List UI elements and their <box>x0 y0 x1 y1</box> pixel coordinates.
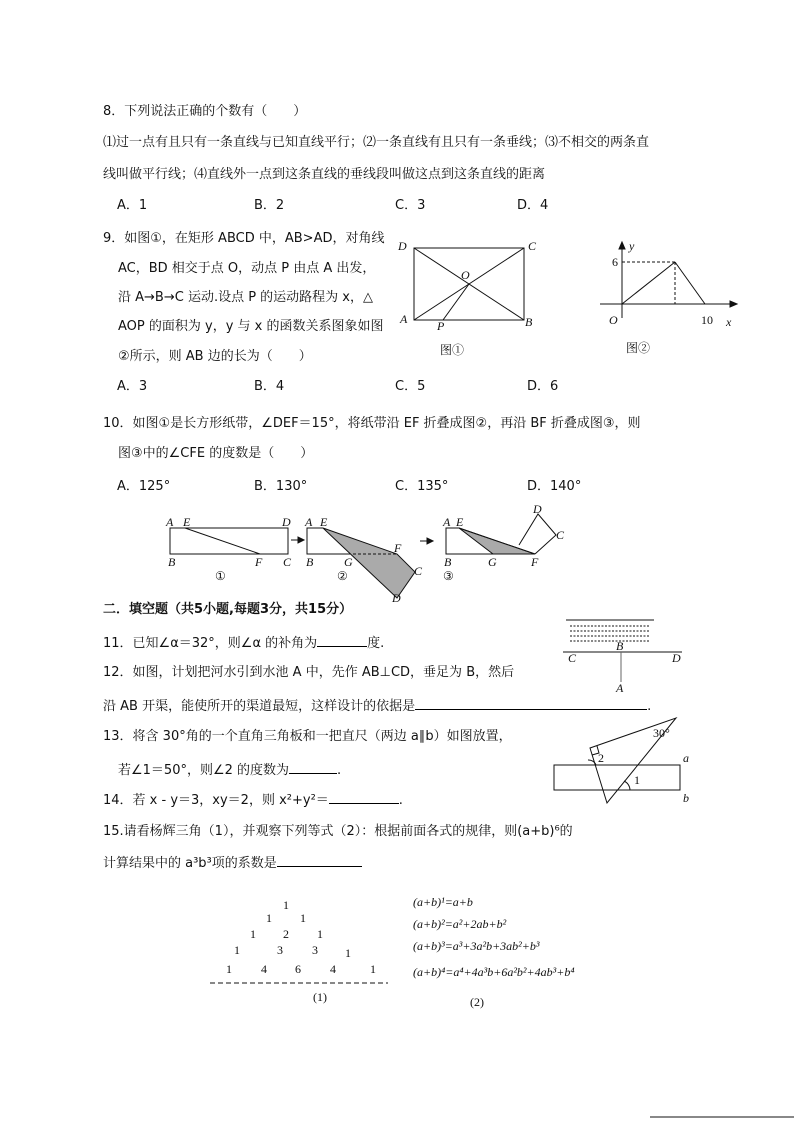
q9-rectangle-figure <box>414 248 524 320</box>
f3-label-c: C <box>556 528 565 542</box>
f1-label-c: C <box>283 555 292 569</box>
q9-line1: 9．如图①，在矩形 ABCD 中，AB>AD，对角线 <box>103 231 385 246</box>
equation: (a+b)²=a²+2ab+b² <box>413 917 507 931</box>
equations-caption: (2) <box>470 995 484 1009</box>
label-o: O <box>461 268 470 282</box>
q9-line5: ②所示，则 AB 边的长为（ ） <box>118 349 312 364</box>
origin-label: O <box>609 313 618 327</box>
q9-line2: AC，BD 相交于点 O，动点 P 由点 A 出发， <box>118 261 376 276</box>
q9-option-d: D．6 <box>527 379 559 394</box>
f1-label-e: E <box>183 515 191 529</box>
f1-label-a: A <box>166 515 174 529</box>
q10-option-c: C．135° <box>395 479 449 494</box>
q13-line1: 13．将含 30°角的一个直角三角板和一把直尺（两边 a∥b）如图放置， <box>103 729 512 744</box>
triangle-cell: 1 <box>250 927 256 941</box>
q10-option-d: D．140° <box>527 479 582 494</box>
triangle-cell: 4 <box>261 962 267 976</box>
q12-line1: 12．如图，计划把河水引到水池 A 中，先作 AB⊥CD，垂足为 B，然后 <box>103 665 515 680</box>
q9-option-c: C．5 <box>395 379 426 394</box>
triangle-cell: 1 <box>345 946 351 960</box>
q12-label-b: B <box>616 639 624 653</box>
triangle-cell: 1 <box>300 911 306 925</box>
triangle-cell: 1 <box>283 898 289 912</box>
q10-folding-figures <box>170 514 556 598</box>
q12-label-c: C <box>568 651 577 665</box>
q12-text: 沿 AB 开渠，能使所开的渠道最短，这样设计的依据是 <box>103 699 416 714</box>
q8-option-b: B．2 <box>254 198 285 213</box>
q14-text: 14．若 x - y＝3，xy＝2，则 x²+y²＝ <box>103 793 329 808</box>
q12-period: . <box>647 699 652 714</box>
equation: (a+b)¹=a+b <box>413 895 473 909</box>
triangle-cell: 2 <box>283 927 289 941</box>
f3-label-d: D <box>533 502 542 516</box>
axis-y-label: y <box>629 239 635 253</box>
f3-label-f: F <box>531 555 539 569</box>
f1-label-b: B <box>168 555 176 569</box>
label-a: A <box>400 312 408 326</box>
q8-statement-line1: ⑴过一点有且只有一条直线与已知直线平行；⑵一条直线有且只有一条垂线；⑶不相交的两条直 <box>103 135 650 150</box>
q8-title: 8．下列说法正确的个数有（ ） <box>103 104 307 119</box>
f2-caption: ② <box>337 569 348 583</box>
triangle-caption: (1) <box>313 990 327 1004</box>
f1-caption: ① <box>215 569 226 583</box>
axis-x-label: x <box>726 315 732 329</box>
f2-label-e: E <box>320 515 328 529</box>
f2-label-f: F <box>394 541 402 555</box>
q11-text: 11．已知∠α＝32°，则∠α 的补角为 <box>103 636 318 651</box>
label-c: C <box>528 239 537 253</box>
q13-label-a: a <box>683 751 689 765</box>
q12-label-a: A <box>616 681 624 695</box>
q8-statement-line2: 线叫做平行线；⑷直线外一点到这条直线的垂线段叫做这点到这条直线的距离 <box>103 167 546 182</box>
triangle-cell: 4 <box>330 962 336 976</box>
triangle-cell: 3 <box>312 943 318 957</box>
label-d: D <box>398 239 407 253</box>
q10-line2: 图③中的∠CFE 的度数是（ ） <box>118 446 314 461</box>
q13-label-30deg: 30° <box>653 726 670 740</box>
f3-label-g: G <box>488 555 497 569</box>
pascal-triangle <box>210 898 388 1004</box>
q10-line1: 10．如图①是长方形纸带，∠DEF＝15°，将纸带沿 EF 折叠成图②，再沿 BF 折叠成图③，则 <box>103 416 641 431</box>
q13-label-b: b <box>683 791 689 805</box>
q9-option-b: B．4 <box>254 379 285 394</box>
f2-label-g: G <box>344 555 353 569</box>
triangle-cell: 6 <box>295 962 301 976</box>
q13-text: 若∠1＝50°，则∠2 的度数为 <box>118 763 290 778</box>
f2-label-b: B <box>306 555 314 569</box>
label-p: P <box>437 319 445 333</box>
f3-label-b: B <box>444 555 452 569</box>
f2-label-d: D <box>392 591 401 605</box>
tick-6: 6 <box>612 255 618 269</box>
q8-option-d: D．4 <box>517 198 549 213</box>
q12-label-d: D <box>672 651 681 665</box>
q9-option-a: A．3 <box>117 379 148 394</box>
equation: (a+b)⁴=a⁴+4a³b+6a²b²+4ab³+b⁴ <box>413 965 575 979</box>
q8-option-a: A．1 <box>117 198 148 213</box>
triangle-cell: 1 <box>266 911 272 925</box>
f3-caption: ③ <box>443 569 454 583</box>
f1-label-d: D <box>282 515 291 529</box>
q13-label-2: 2 <box>598 751 604 765</box>
q15-line1: 15.请看杨辉三角（1），并观察下列等式（2）：根据前面各式的规律，则(a+b)⁶的 <box>103 824 573 839</box>
triangle-cell: 3 <box>277 943 283 957</box>
q8-option-c: C．3 <box>395 198 426 213</box>
triangle-cell: 1 <box>234 943 240 957</box>
section-heading-fill-in: 二．填空题（共5小题,每题3分，共15分） <box>103 602 353 617</box>
q15-text: 计算结果中的 a³b³项的系数是 <box>103 856 277 871</box>
fig1-caption: 图① <box>440 343 465 357</box>
q9-line4: AOP 的面积为 y，y 与 x 的函数关系图象如图 <box>118 319 384 334</box>
q9-graph-figure <box>600 242 737 318</box>
f2-label-c: C <box>414 564 423 578</box>
q11-unit: 度. <box>367 636 385 651</box>
label-b: B <box>525 315 533 329</box>
binomial-equations <box>413 895 574 1009</box>
f3-label-a: A <box>443 515 451 529</box>
triangle-cell: 1 <box>370 962 376 976</box>
q10-option-a: A．125° <box>117 479 171 494</box>
triangle-cell: 1 <box>226 962 232 976</box>
f1-label-f: F <box>255 555 263 569</box>
q9-line3: 沿 A→B→C 运动.设点 P 的运动路程为 x，△ <box>118 290 373 305</box>
fig2-caption: 图② <box>626 341 651 355</box>
f3-label-e: E <box>456 515 464 529</box>
equation: (a+b)³=a³+3a²b+3ab²+b³ <box>413 939 540 953</box>
f2-label-a: A <box>305 515 313 529</box>
q14-period: . <box>398 793 403 808</box>
q10-option-b: B．130° <box>254 479 308 494</box>
q13-label-1: 1 <box>634 773 640 787</box>
q13-period: . <box>337 763 342 778</box>
triangle-cell: 1 <box>317 927 323 941</box>
tick-10: 10 <box>701 313 713 327</box>
